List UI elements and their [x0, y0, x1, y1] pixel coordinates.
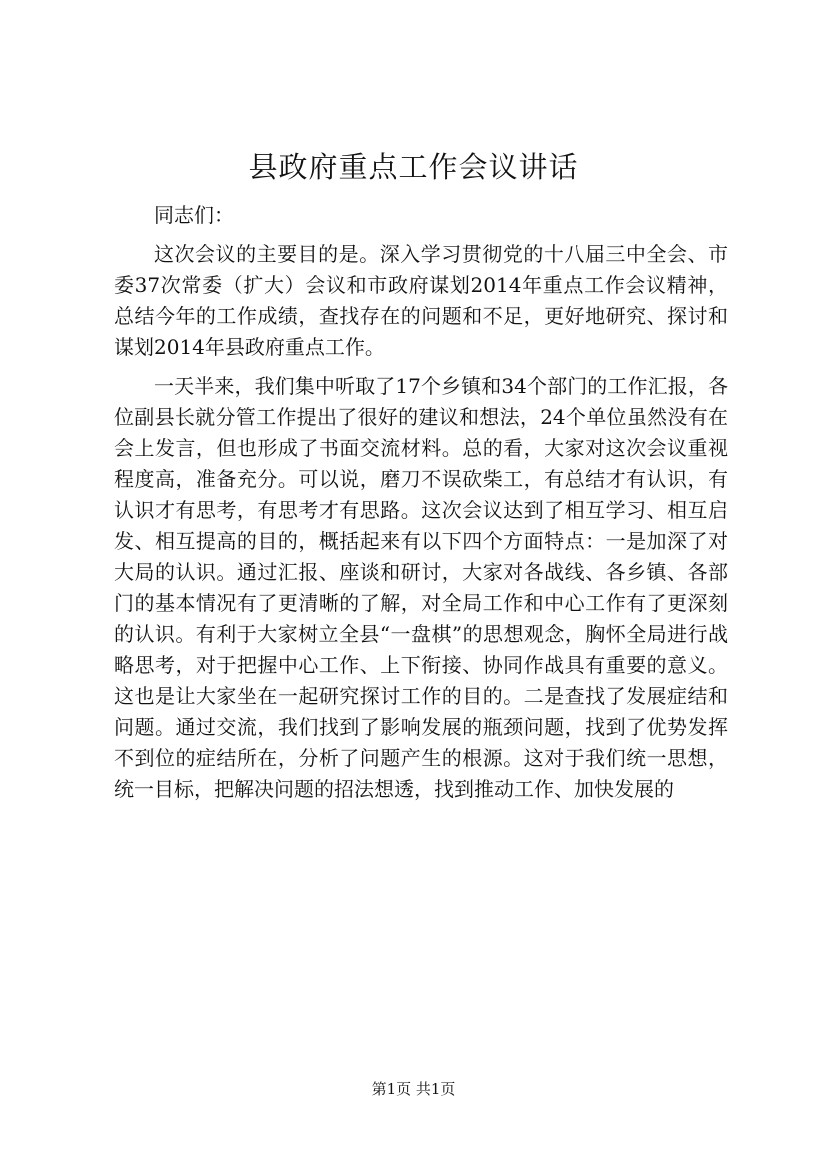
document-title: 县政府重点工作会议讲话	[248, 150, 579, 184]
document-body	[114, 200, 728, 805]
paragraph-2: 一天半来，我们集中听取了17个乡镇和34个部门的工作汇报，各位副县长就分管工作提出了很好的建议和想法，24个单位虽然没有在会上发言，但也形成了书面交流材料。总的看，大家对这次会议重视程度高，准备充分。可以说，磨刀不误砍柴工，有总结才有认识，有认识才有思考，有思考才有思路。这次会议达到了相互学习、相互启发、相互提高的目的，概括起来有以下四个方面特点：一是加深了对大局的认识。通过汇报、座谈和研讨，大家对各战线、各乡镇、各部门的基本情况有了更清晰的了解，对全局工作和中心工作有了更深刻的认识。有利于大家树立全县“一盘棋”的思想观念，胸怀全局进行战略思考，对于把握中心工作、上下衔接、协同作战具有重要的意义。这也是让大家坐在一起研究探讨工作的目的。二是查找了发展症结和问题。通过交流，我们找到了影响发展的瓶颈问题，找到了优势发挥不到位的症结所在，分析了问题产生的根源。这对于我们统一思想，统一目标，把解决问题的招法想透，找到推动工作、加快发展的	[114, 374, 728, 801]
paragraph-1: 这次会议的主要目的是。深入学习贯彻党的十八届三中全会、市委37次常委（扩大）会议和市政府谋划2014年重点工作会议精神，总结今年的工作成绩，查找存在的问题和不足，更好地研究、探讨和谋划2014年县政府重点工作。	[114, 242, 728, 359]
salutation: 同志们：	[154, 203, 234, 227]
page-footer: 第1页 共1页	[371, 1080, 456, 1098]
